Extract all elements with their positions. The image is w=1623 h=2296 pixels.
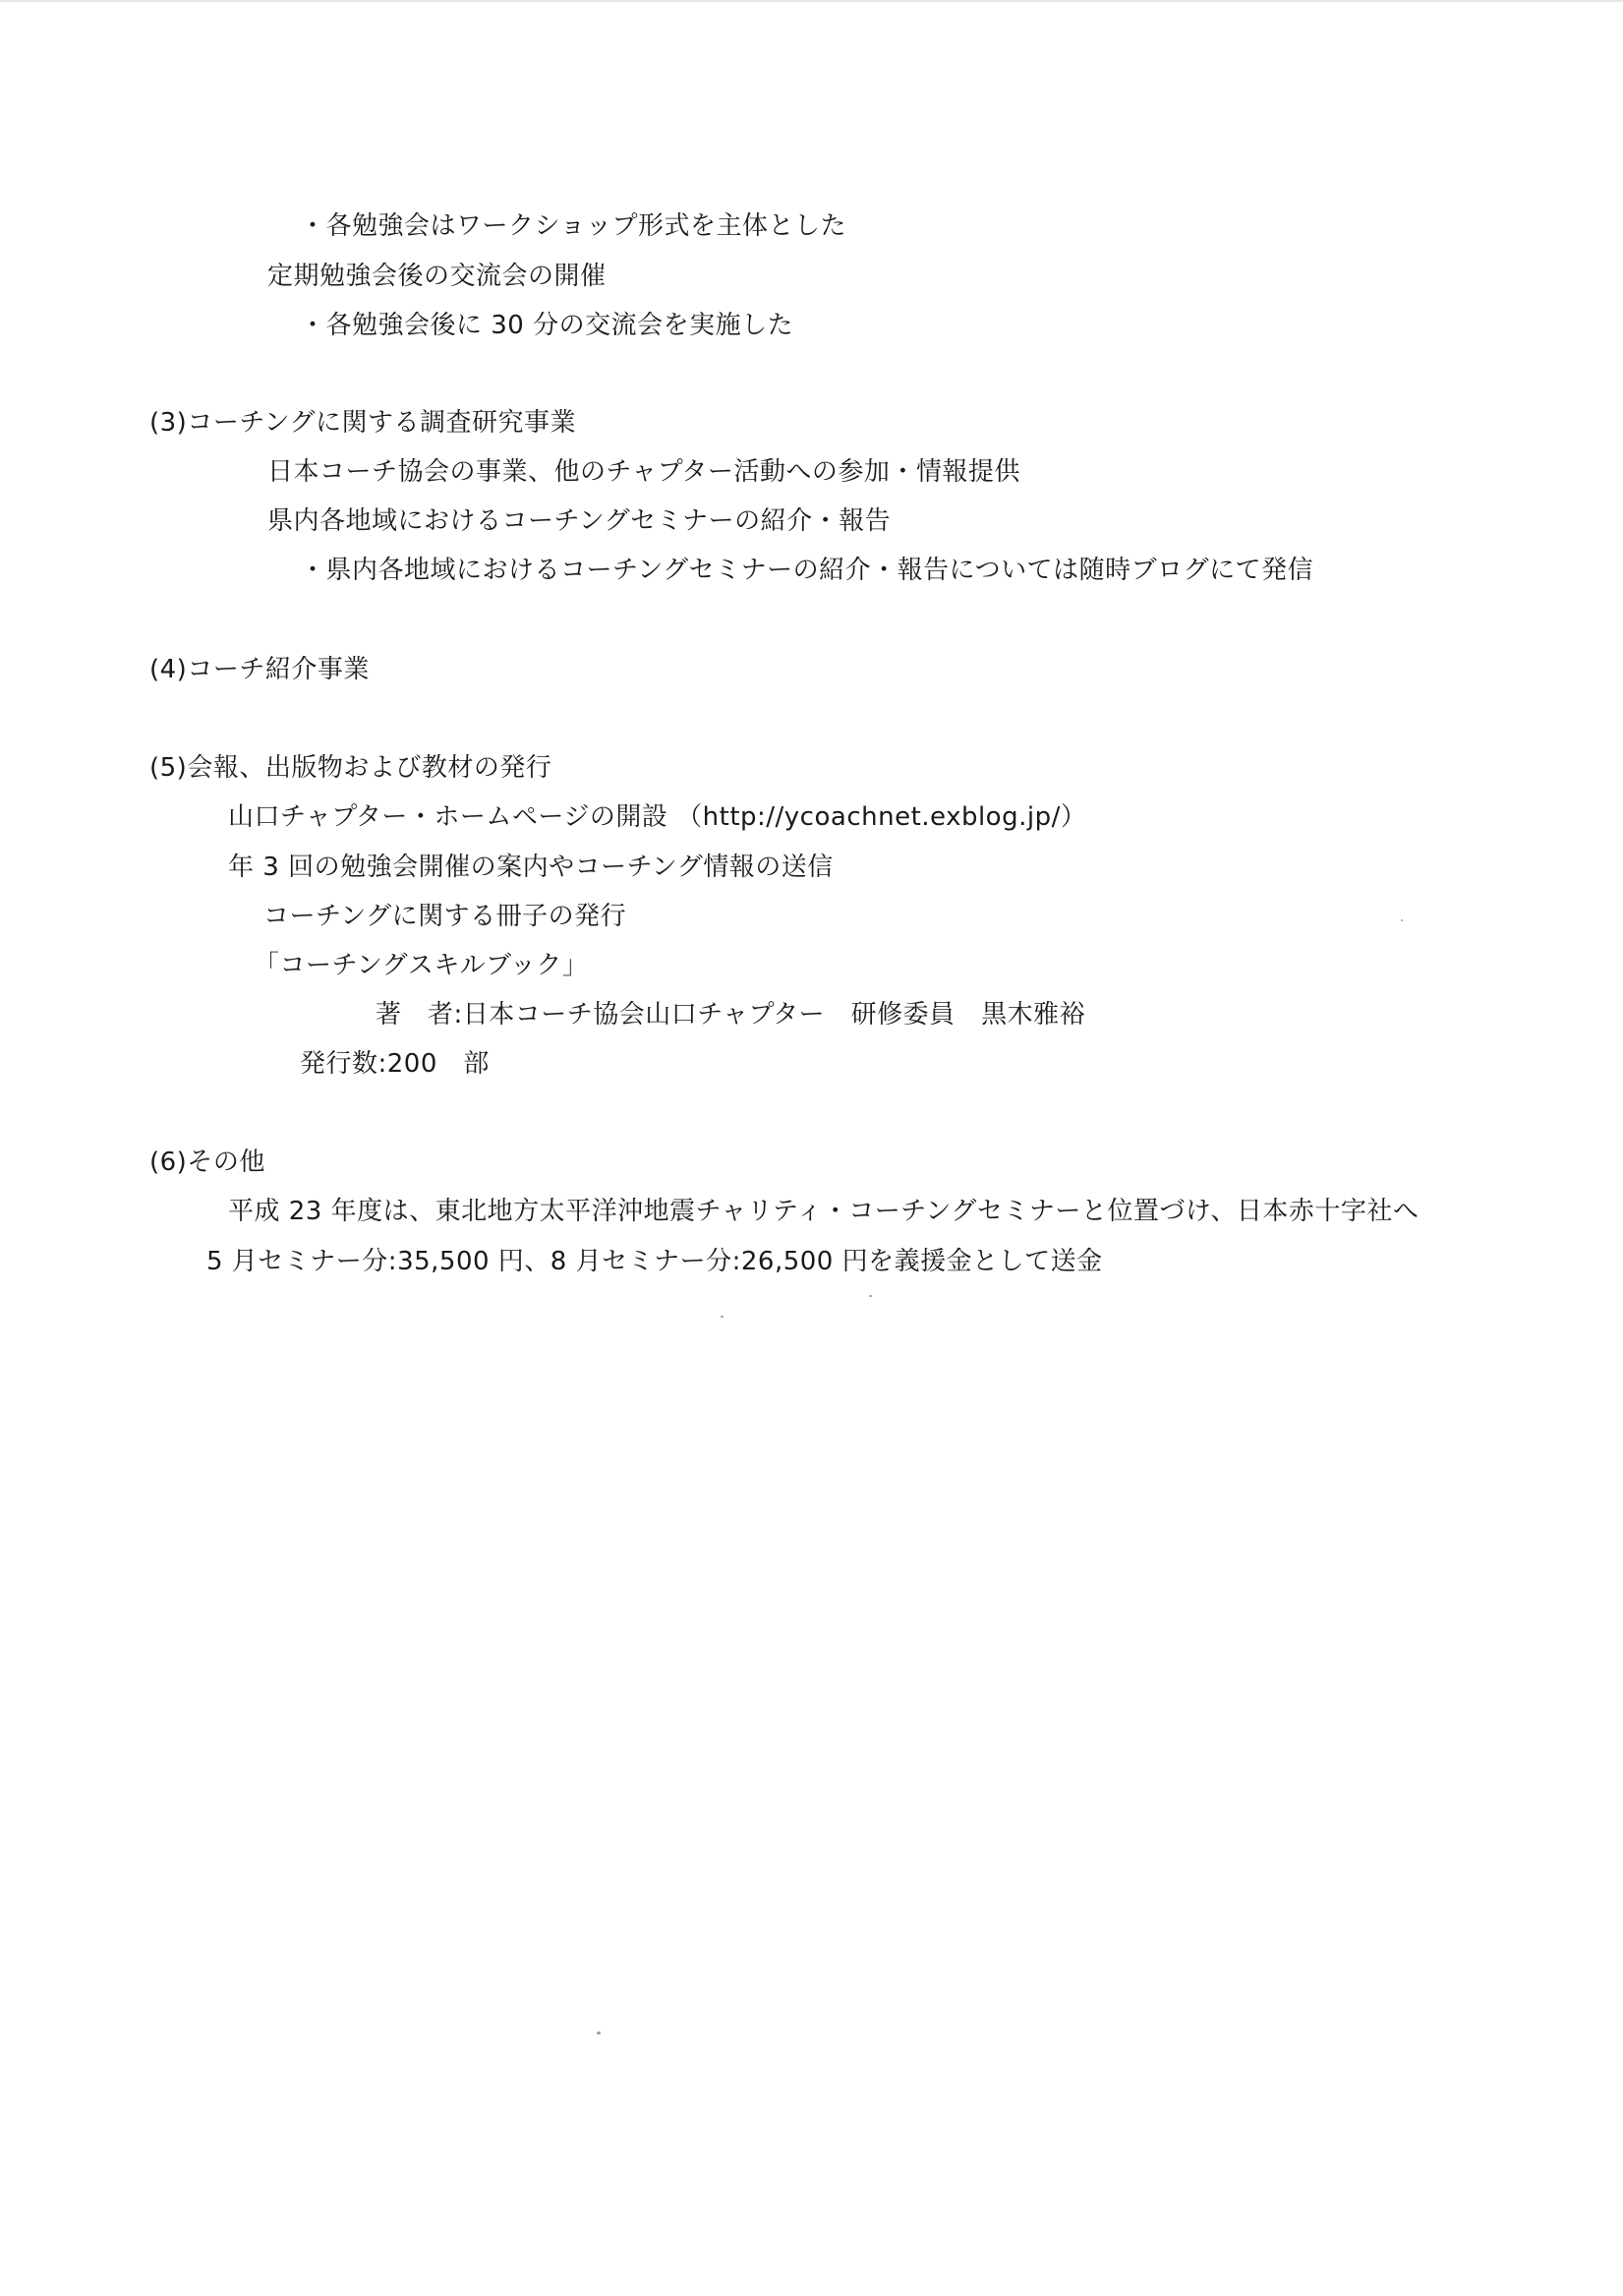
donation-amounts: 5 月セミナー分:35,500 円、8 月セミナー分:26,500 円を義援金として送金 xyxy=(206,1247,1103,1276)
section-3-item-2: 県内各地域におけるコーチングセミナーの紹介・報告 xyxy=(267,506,892,536)
booklet-title: 「コーチングスキルブック」 xyxy=(254,951,589,980)
networking-event-heading: 定期勉強会後の交流会の開催 xyxy=(267,262,607,291)
section-6-heading: (6)その他 xyxy=(149,1148,265,1177)
section-4-heading: (4)コーチ紹介事業 xyxy=(149,655,370,684)
newsletter-item: 年 3 回の勉強会開催の案内やコーチング情報の送信 xyxy=(228,853,834,882)
scan-speck xyxy=(597,2031,601,2034)
scan-speck xyxy=(721,1316,724,1318)
page-top-edge xyxy=(0,0,1623,2)
section-3-heading: (3)コーチングに関する調査研究事業 xyxy=(149,408,577,438)
booklet-copies: 発行数:200 部 xyxy=(300,1049,490,1079)
charity-seminar-note: 平成 23 年度は、東北地方太平洋沖地震チャリティ・コーチングセミナーと位置づけ、日本赤十字社へ xyxy=(228,1197,1420,1226)
section-3-item-2-note: ・県内各地域におけるコーチングセミナーの紹介・報告については随時ブログにて発信 xyxy=(300,556,1314,585)
scan-speck xyxy=(1401,919,1403,921)
scan-speck xyxy=(869,1295,872,1297)
booklet-author: 著 者:日本コーチ協会山口チャプター 研修委員 黒木雅裕 xyxy=(376,1000,1086,1030)
networking-event-note: ・各勉強会後に 30 分の交流会を実施した xyxy=(300,311,794,340)
homepage-item: 山口チャプター・ホームページの開設 （http://ycoachnet.exblog.jp/） xyxy=(228,802,1087,832)
section-5-heading: (5)会報、出版物および教材の発行 xyxy=(149,753,552,783)
study-session-workshop-note: ・各勉強会はワークショップ形式を主体とした xyxy=(300,211,846,241)
booklet-item: コーチングに関する冊子の発行 xyxy=(263,902,627,931)
section-3-item-1: 日本コーチ協会の事業、他のチャプター活動への参加・情報提供 xyxy=(267,457,1020,487)
